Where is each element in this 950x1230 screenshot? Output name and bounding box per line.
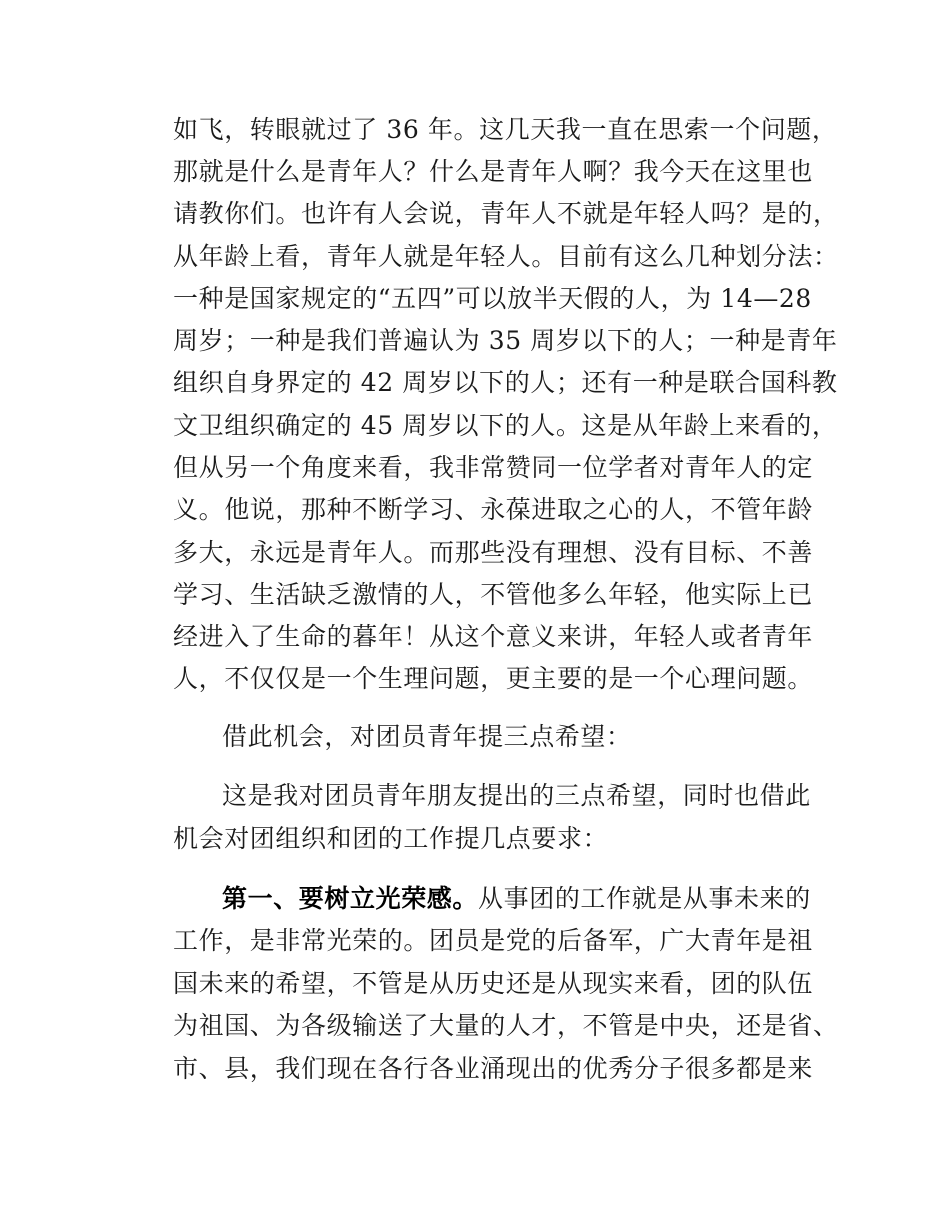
text-line: 经进入了生命的暮年！从这个意义来讲，年轻人或者青年 [173, 622, 814, 651]
text-line: 如飞，转眼就过了 36 年。这几天我一直在思索一个问题， [173, 115, 838, 144]
text-line: 借此机会，对团员青年提三点希望： [222, 722, 632, 751]
text-line: 市、县，我们现在各行各业涌现出的优秀分子很多都是来 [173, 1054, 814, 1083]
text-line: 但从另一个角度来看，我非常赞同一位学者对青年人的定 [173, 453, 814, 482]
text-line: 人，不仅仅是一个生理问题，更主要的是一个心理问题。 [173, 664, 814, 693]
text-line: 一种是国家规定的“五四”可以放半天假的人，为 14—28 [173, 284, 812, 313]
text-line: 国未来的希望，不管是从历史还是从现实来看，团的队伍 [173, 969, 814, 998]
text-line: 学习、生活缺乏激情的人，不管他多么年轻，他实际上已 [173, 580, 814, 609]
text-line: 机会对团组织和团的工作提几点要求： [173, 824, 609, 853]
text-line: 义。他说，那种不断学习、永葆进取之心的人，不管年龄 [173, 495, 814, 524]
section-heading: 第一、要树立光荣感。 [222, 884, 479, 913]
text-line: 请教你们。也许有人会说，青年人不就是年轻人吗？是的， [173, 199, 839, 228]
text-line: 为祖国、为各级输送了大量的人才，不管是中央，还是省、 [173, 1011, 839, 1040]
text-line: 文卫组织确定的 45 周岁以下的人。这是从年龄上来看的， [173, 411, 838, 440]
text-line: 这是我对团员青年朋友提出的三点希望，同时也借此 [222, 781, 811, 810]
text-line: 组织自身界定的 42 周岁以下的人；还有一种是联合国科教 [173, 368, 838, 397]
text-line: 那就是什么是青年人？什么是青年人啊？我今天在这里也 [173, 157, 814, 186]
text-line: 工作，是非常光荣的。团员是党的后备军，广大青年是祖 [173, 926, 814, 955]
text-line [222, 882, 862, 916]
text-line: 周岁；一种是我们普遍认为 35 周岁以下的人；一种是青年 [173, 326, 838, 355]
text-run: 从事团的工作就是从事未来的 [478, 884, 811, 913]
text-line: 多大，永远是青年人。而那些没有理想、没有目标、不善 [173, 538, 814, 567]
text-line: 从年龄上看，青年人就是年轻人。目前有这么几种划分法： [173, 242, 839, 271]
